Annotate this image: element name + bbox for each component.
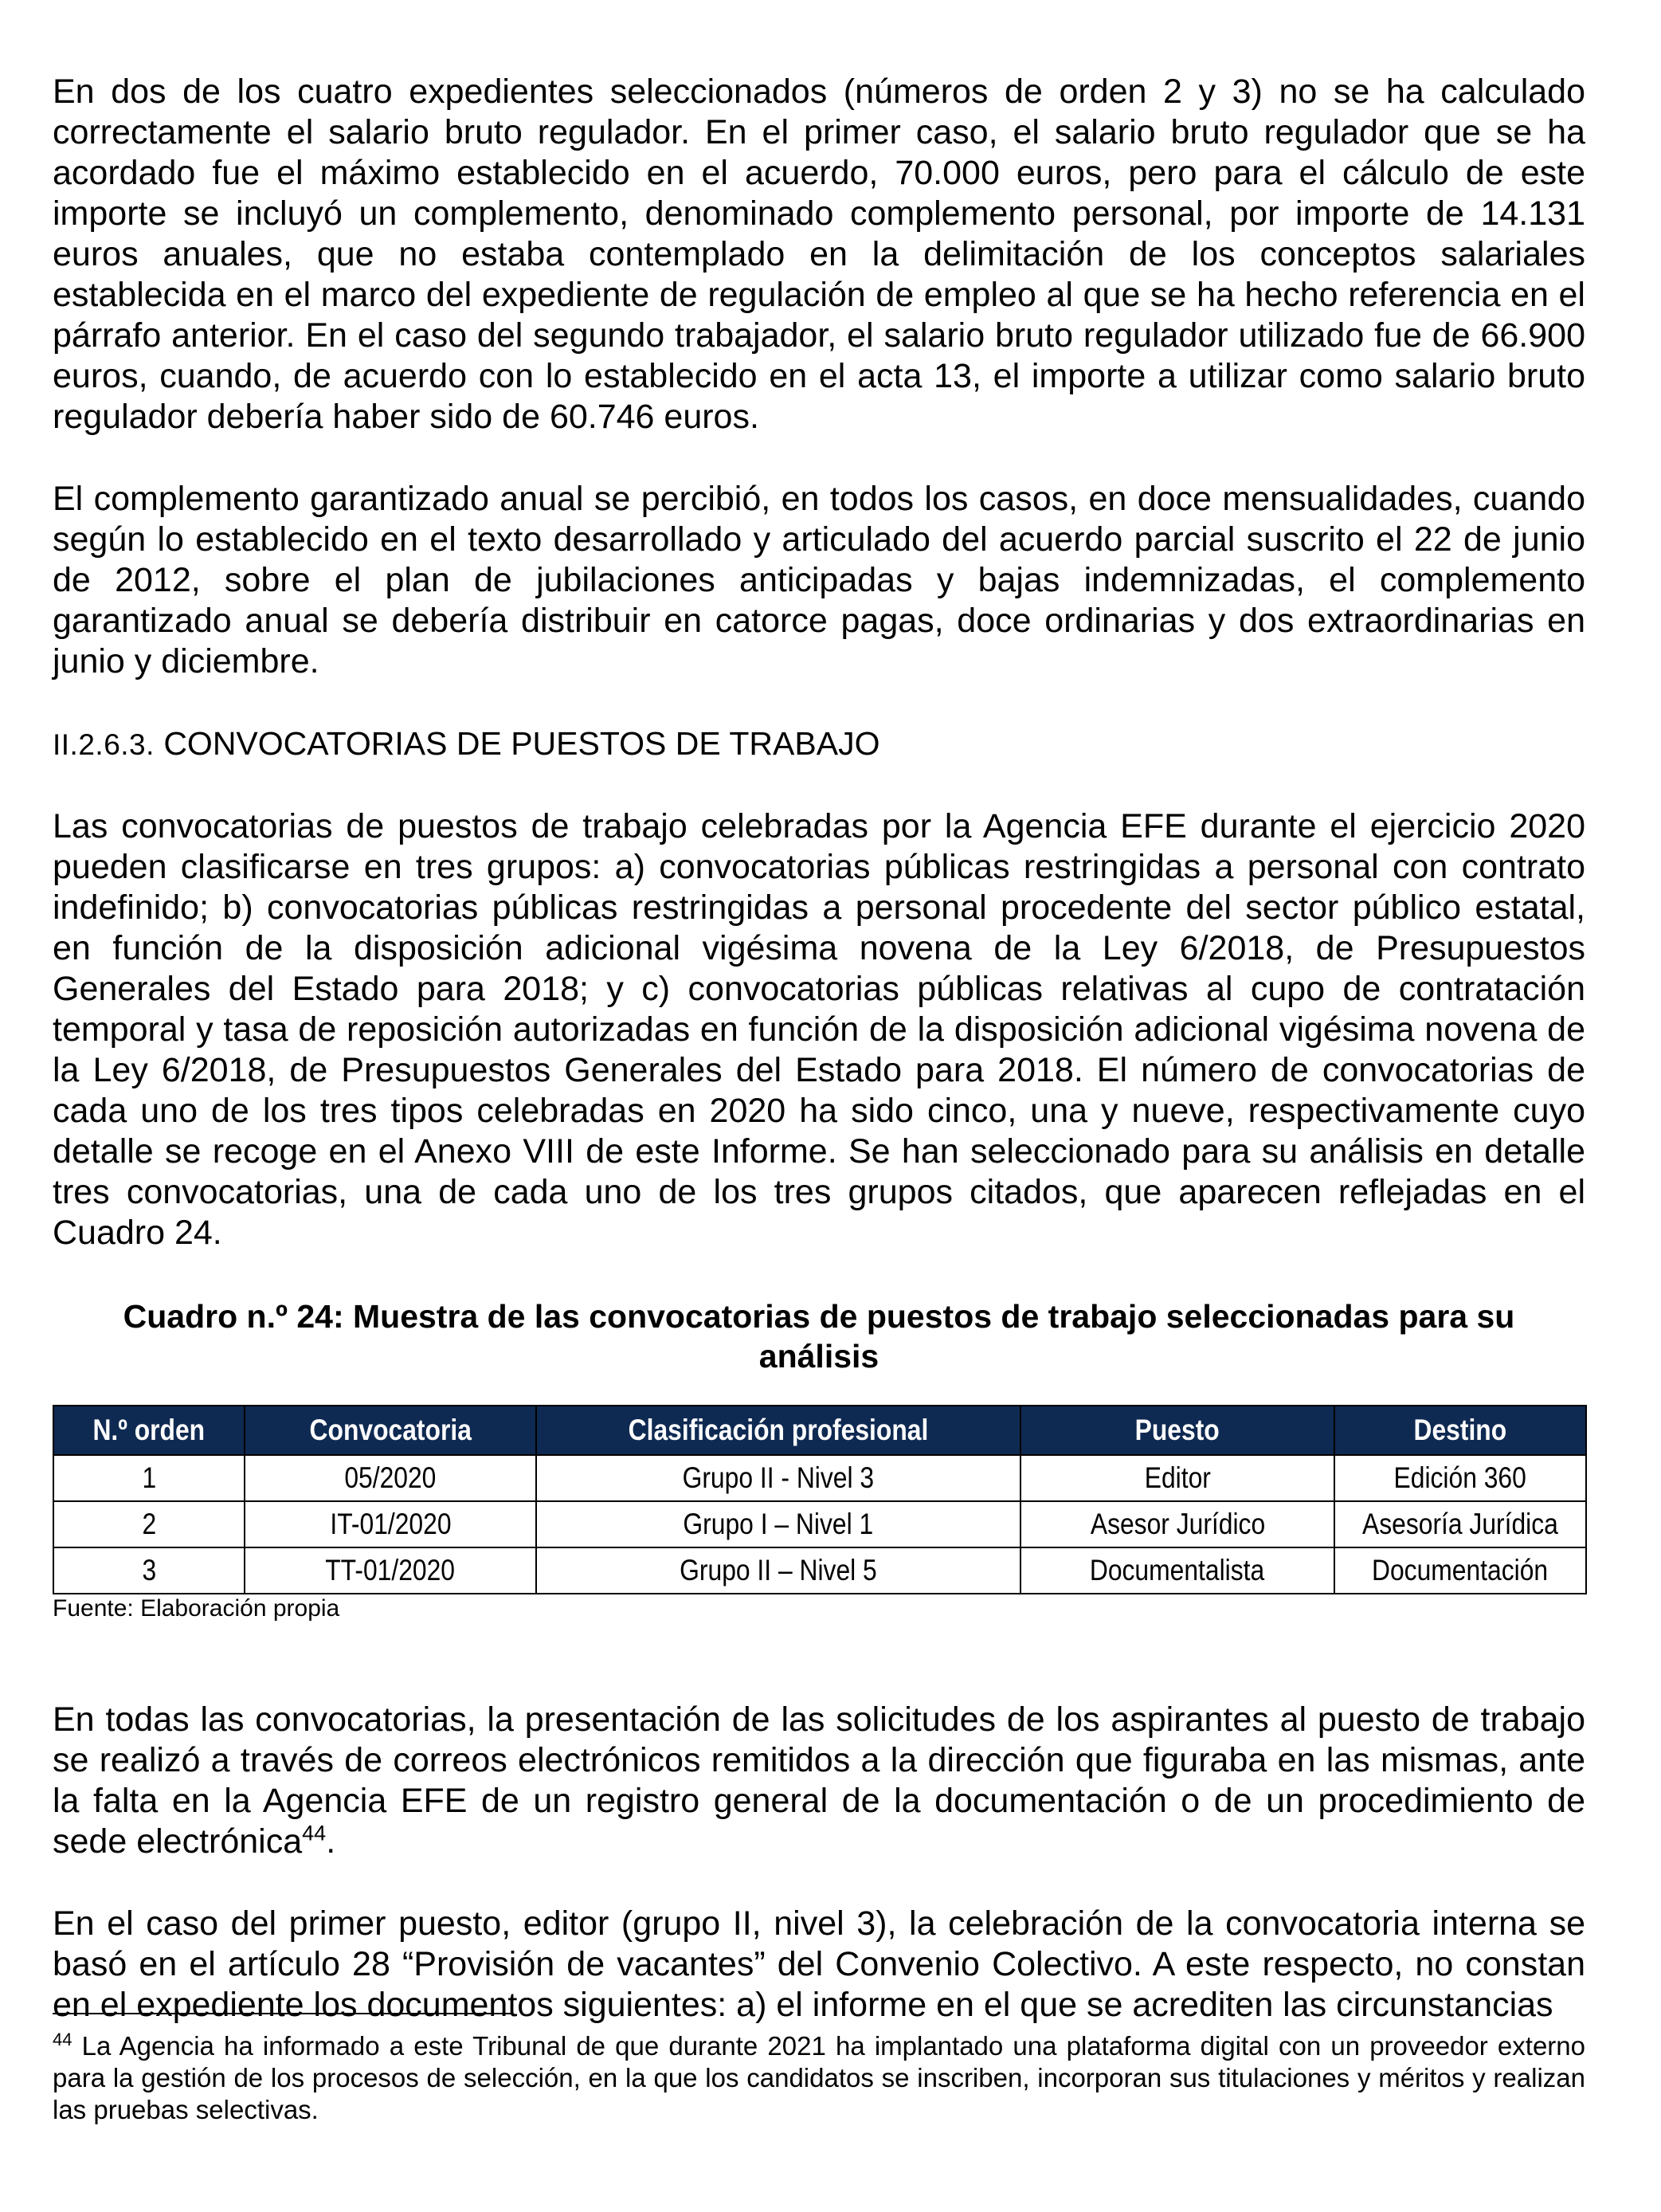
paragraph-salario-regulador: En dos de los cuatro expedientes seleccionados (números de orden 2 y 3) no se ha calculado correctamente el salario bruto regulador. En el primer caso, el salario bruto regulador que se ha acordado fue el máximo establecido en el acuerdo, 70.000 euros, pero para el cálculo de este importe se incluyó un complemento, denominado complemento personal, por importe de 14.131 euros anuales, que no estaba contemplado en la delimitación de los conceptos salariales establecida en el marco del expediente de regulación de empleo al que se ha hecho referencia en el párrafo anterior. En el caso del segundo trabajador, el salario bruto regulador utilizado fue de 66.900 euros, cuando, de acuerdo con lo establecido en el acta 13, el importe a utilizar como salario bruto regulador debería haber sido de 60.746 euros. (53, 73, 1585, 436)
footnote-number: 44 (53, 2030, 72, 2049)
paragraph-primer-puesto: En el caso del primer puesto, editor (grupo II, nivel 3), la celebración de la convocatoria interna se basó en el artículo 28 “Provisión de vacantes” del Convenio Colectivo. A este respecto, no constan en el expediente los documentos siguientes: a) el informe en el que se acrediten las circunstancias (53, 1904, 1585, 2024)
footnote-reference[interactable]: 44 (302, 1821, 327, 1845)
cell-destino: Edición 360 (1334, 1455, 1586, 1501)
cell-destino: Documentación (1334, 1547, 1586, 1594)
table-row (53, 1455, 1586, 1501)
column-header-convocatoria: Convocatoria (245, 1406, 536, 1455)
paragraph-convocatorias: Las convocatorias de puestos de trabajo celebradas por la Agencia EFE durante el ejercicio 2020 pueden clasificarse en tres grupos: a) convocatorias públicas restringidas a personal con contrato indefinido; b) convocatorias públicas restringidas a personal procedente del sector público estatal, en función de la disposición adicional vigésima novena de la Ley 6/2018, de Presupuestos Generales del Estado para 2018; y c) convocatorias públicas relativas al cupo de contratación temporal y tasa de reposición autorizadas en función de la disposición adicional vigésima novena de la Ley 6/2018, de Presupuestos Generales del Estado para 2018. El número de convocatorias de cada uno de los tres tipos celebradas en 2020 ha sido cinco, una y nueve, respectivamente cuyo detalle se recoge en el Anexo VIII de este Informe. Se han seleccionado para su análisis en detalle tres convocatorias, una de cada uno de los tres grupos citados, que aparecen reflejadas en el Cuadro 24. (53, 807, 1585, 1252)
table-source: Fuente: Elaboración propia (53, 1595, 340, 1622)
cell-puesto: Asesor Jurídico (1020, 1501, 1334, 1547)
table-caption: Cuadro n.º 24: Muestra de las convocatorias de puestos de trabajo seleccionadas para su análisis (123, 1298, 1515, 1375)
cell-orden: 3 (53, 1547, 245, 1594)
cell-convocatoria: 05/2020 (245, 1455, 536, 1501)
footnote-text: La Agencia ha informado a este Tribunal de que durante 2021 ha implantado una plataforma digital con un proveedor externo para la gestión de los procesos de selección, en la que los candidatos se inscriben, incorporan sus titulaciones y méritos y realizan las pruebas selectivas. (53, 2031, 1585, 2124)
paragraph-solicitudes (53, 1700, 1585, 1862)
cell-puesto: Editor (1020, 1455, 1334, 1501)
table-header-row (53, 1406, 1586, 1455)
paragraph-solicitudes-text: En todas las convocatorias, la presentación de las solicitudes de los aspirantes al puesto de trabajo se realizó a través de correos electrónicos remitidos a la dirección que figuraba en las mismas, ante la falta en la Agencia EFE de un registro general de la documentación o de un procedimiento de sede electrónica (53, 1700, 1585, 1861)
column-header-puesto: Puesto (1020, 1406, 1334, 1455)
cuadro-24-table (53, 1405, 1587, 1594)
cell-convocatoria: IT-01/2020 (245, 1501, 536, 1547)
document-page (53, 72, 1585, 2026)
table-row (53, 1501, 1586, 1547)
cell-convocatoria: TT-01/2020 (245, 1547, 536, 1594)
cell-clasificacion: Grupo I – Nivel 1 (536, 1501, 1020, 1547)
column-header-destino: Destino (1334, 1406, 1586, 1455)
footnote (53, 2030, 1585, 2126)
column-header-orden: N.º orden (53, 1406, 245, 1455)
paragraph-solicitudes-end: . (326, 1822, 336, 1861)
section-number: II.2.6.3. (53, 728, 155, 761)
cell-orden: 1 (53, 1455, 245, 1501)
section-heading (53, 724, 1585, 765)
footnote-separator (53, 2013, 511, 2014)
table-row (53, 1547, 1586, 1594)
cell-clasificacion: Grupo II - Nivel 3 (536, 1455, 1020, 1501)
cell-clasificacion: Grupo II – Nivel 5 (536, 1547, 1020, 1594)
paragraph-complemento-garantizado: El complemento garantizado anual se percibió, en todos los casos, en doce mensualidades, cuando según lo establecido en el texto desarrollado y articulado del acuerdo parcial suscrito el 22 de junio de 2012, sobre el plan de jubilaciones anticipadas y bajas indemnizadas, el complemento garantizado anual se debería distribuir en catorce pagas, doce ordinarias y dos extraordinarias en junio y diciembre. (53, 480, 1585, 680)
section-title: CONVOCATORIAS DE PUESTOS DE TRABAJO (154, 725, 880, 762)
column-header-clasificacion: Clasificación profesional (536, 1406, 1020, 1455)
cell-orden: 2 (53, 1501, 245, 1547)
cell-puesto: Documentalista (1020, 1547, 1334, 1594)
cell-destino: Asesoría Jurídica (1334, 1501, 1586, 1547)
